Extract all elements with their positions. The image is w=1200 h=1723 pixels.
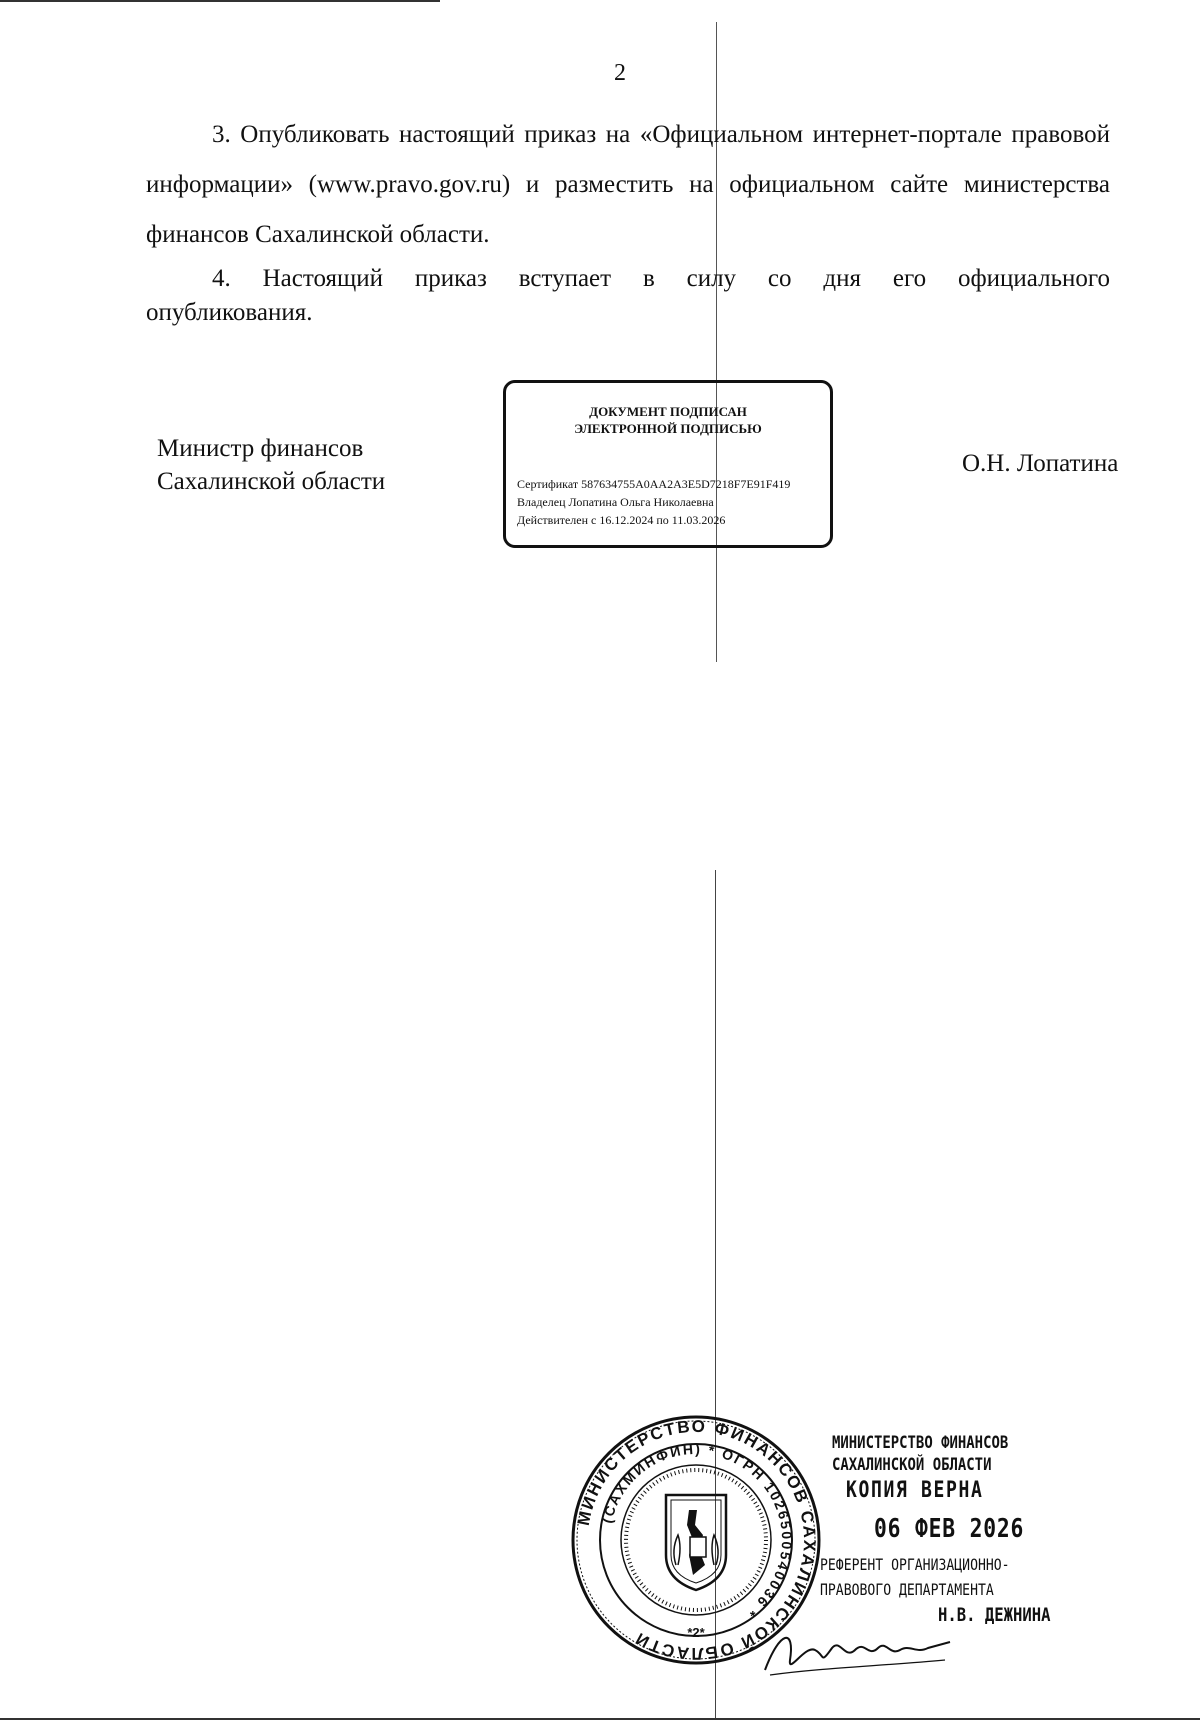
esign-details [517, 475, 790, 529]
certification-stamp [820, 1432, 1100, 1628]
signer-name: О.Н. Лопатина [962, 450, 1119, 477]
esign-header-line-1: ДОКУМЕНТ ПОДПИСАН [589, 404, 747, 419]
certification-signer: Н.В. ДЕЖНИНА [938, 1604, 1051, 1626]
esign-owner: Владелец Лопатина Ольга Николаевна [517, 495, 714, 509]
esign-validity: Действителен с 16.12.2024 по 11.03.2026 [517, 513, 726, 527]
coat-of-arms-left-plant-icon [674, 1535, 680, 1565]
paragraph-3: 3. Опубликовать настоящий приказ на «Официальном интернет-портале правовой информации» (www.pravo.gov.ru) и разместить на официальном сайте министерства финансов Сахалинской области. [146, 121, 1110, 248]
certification-copy-true: КОПИЯ ВЕРНА [846, 1478, 984, 1503]
paragraph-4-line-1: 4. Настоящий приказ вступает в силу со дня его официального [212, 265, 1110, 292]
handwritten-signature-flourish [770, 1660, 945, 1675]
seal-center-mark: *2* [687, 1625, 705, 1640]
certification-position-line-1: РЕФЕРЕНТ ОРГАНИЗАЦИОННО- [820, 1555, 1010, 1574]
signer-title-line-1: Министр финансов [157, 435, 364, 462]
signer-title [157, 432, 385, 498]
seal-outer-text: МИНИСТЕРСТВО ФИНАНСОВ САХАЛИНСКОЙ ОБЛАСТИ [573, 1416, 820, 1664]
scan-line-bottom [0, 1718, 1200, 1720]
handwritten-signature [760, 1620, 960, 1680]
certification-date: 06 ФЕВ 2026 [874, 1514, 1025, 1544]
coat-of-arms-right-plant-icon [712, 1535, 718, 1565]
signer-title-line-2: Сахалинской области [157, 468, 386, 495]
paragraph-4-line-2: опубликования. [146, 299, 313, 326]
certification-region: САХАЛИНСКОЙ ОБЛАСТИ [832, 1455, 992, 1475]
paragraph-4 [146, 262, 1110, 330]
page-number: 2 [614, 60, 626, 86]
scan-line-top [0, 0, 440, 2]
certification-ministry: МИНИСТЕРСТВО ФИНАНСОВ [832, 1433, 1009, 1453]
seal-inner-text: (САХМИНФИН) * ОГРН 1026500540036 * [598, 1440, 796, 1622]
coat-of-arms-book-icon [690, 1537, 706, 1557]
esign-header [506, 403, 830, 437]
esign-header-line-2: ЭЛЕКТРОННОЙ ПОДПИСЬЮ [574, 421, 762, 436]
certification-position-line-2: ПРАВОВОГО ДЕПАРТАМЕНТА [820, 1580, 994, 1599]
esign-certificate: Сертификат 587634755А0АА2А3Е5D7218F7E91F419 [517, 477, 791, 491]
handwritten-signature-stroke [765, 1638, 950, 1670]
electronic-signature-stamp [503, 380, 833, 548]
